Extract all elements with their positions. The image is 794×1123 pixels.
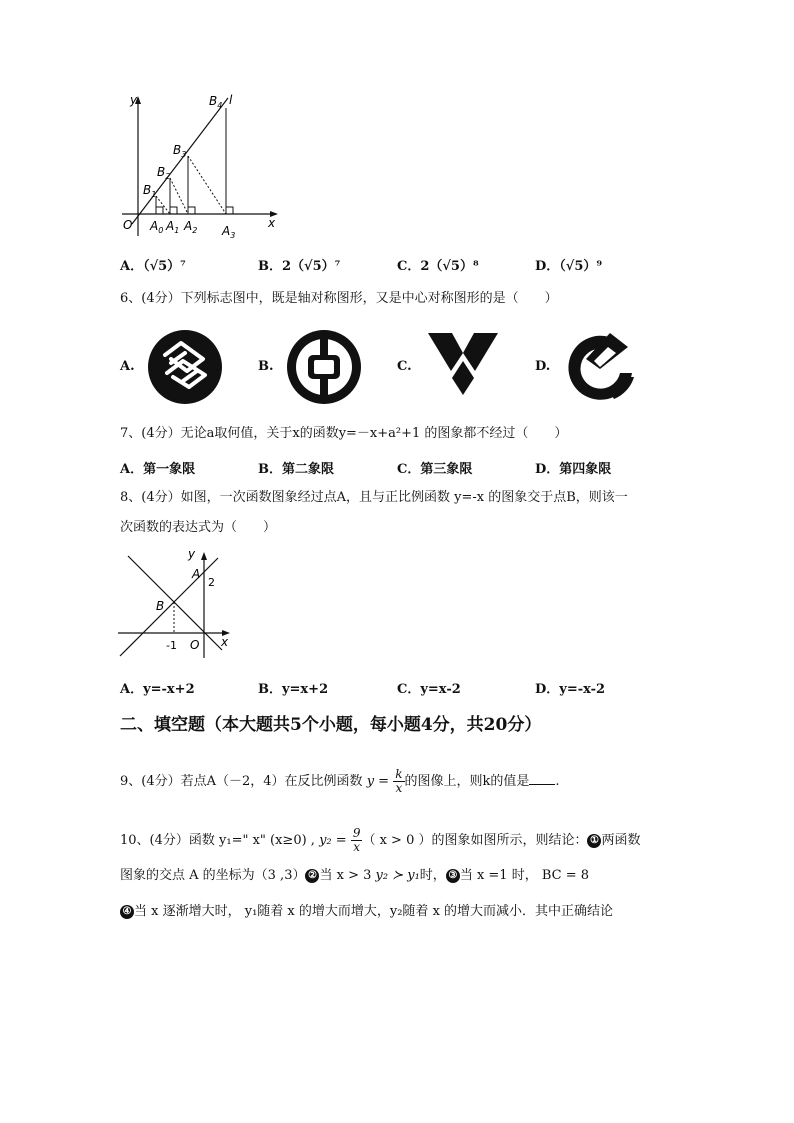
fig8-origin-label: O (190, 638, 200, 652)
fig5-a1-label: $A_1$ (166, 219, 180, 235)
fig8-label-neg1: -1 (166, 639, 177, 652)
fig5-a0-label: $A_0$ (150, 219, 164, 235)
q7-option-c[interactable]: C．第三象限 (397, 462, 473, 477)
fig5-b3-label: $B_3$ (173, 143, 187, 159)
q8-option-c[interactable]: C．y=x-2 (397, 682, 461, 697)
fig8-point-b: B (156, 599, 165, 613)
fig8-point-a: A (192, 567, 201, 581)
linear-function-figure (118, 546, 238, 660)
q10-circle-4: ④ (120, 905, 134, 919)
q7-option-b[interactable]: B．第二象限 (258, 462, 334, 477)
q6-option-d[interactable]: D. (535, 359, 551, 374)
q10-circle-1: ① (587, 834, 601, 848)
q6-option-b[interactable]: B. (258, 359, 274, 374)
q7-option-d[interactable]: D．第四象限 (535, 462, 612, 477)
q5-option-b[interactable]: B．2（√5）⁷ (258, 259, 341, 274)
q10-line2: 图象的交点 A 的坐标为（3 ,3） ② 当 x > 3 y₂ ≻ y₁时， ③ 当 x =1 时， BC = 8 (120, 868, 590, 883)
triangle-logo-icon[interactable] (426, 331, 500, 397)
q10-line3: ④ 当 x 逐渐增大时， y₁随着 x 的增大而增大，y₂随着 x 的增大而减小．其中正确结论 (120, 904, 613, 920)
fig5-y-label: y (130, 93, 138, 107)
fig5-b2-label: $B_2$ (157, 165, 171, 181)
q7-option-a[interactable]: A．第一象限 (120, 462, 196, 477)
q10-circle-3: ③ (446, 869, 460, 883)
q5-option-c[interactable]: C．2（√5）⁸ (397, 259, 479, 274)
fig5-b1-label: $B_1$ (143, 183, 157, 199)
q9-stem: 9、(4分）若点A（－2，4）在反比例函数 y = $\frac{k}{x}$ 的图像上，则k的值是 . (120, 767, 560, 795)
fig5-line-label: l (229, 93, 233, 107)
fig5-x-label: x (268, 216, 276, 230)
q10-line1: 10、(4分）函数 y₁=" x" (x≥0) , y₂ = $\frac{9}{x}$ （ x > 0 ）的图象如图所示，则结论： ① 两函数 (120, 826, 641, 854)
fig5-origin-label: O (123, 218, 133, 232)
china-mobile-logo-icon[interactable] (147, 329, 223, 405)
q8-stem-line2: 次函数的表达式为（ ） (120, 520, 277, 535)
q6-option-c[interactable]: C. (397, 359, 412, 374)
q9-answer-blank[interactable] (529, 772, 555, 785)
fig5-a3-label: $A_3$ (222, 224, 236, 240)
q8-option-d[interactable]: D．y=-x-2 (535, 682, 606, 697)
fig8-x-label: x (221, 635, 229, 649)
staircase-figure (118, 90, 290, 240)
q8-option-b[interactable]: B．y=x+2 (258, 682, 329, 697)
fig8-y-label: y (188, 547, 196, 561)
q8-option-a[interactable]: A．y=-x+2 (120, 682, 195, 697)
q5-option-d[interactable]: D．（√5）⁹ (535, 259, 603, 274)
q9-fraction: $\frac{k}{x}$ (395, 767, 403, 795)
fig5-b4-label: $B_4$ (209, 94, 223, 110)
bank-of-china-logo-icon[interactable] (286, 329, 362, 405)
q7-stem: 7、(4分）无论a取何值，关于x的函数y=－x+a²+1 的图象都不经过（ ） (120, 426, 568, 441)
fig5-a2-label: $A_2$ (184, 219, 198, 235)
q6-option-a[interactable]: A. (120, 359, 135, 374)
q10-fraction: $\frac{9}{x}$ (352, 826, 361, 854)
construction-bank-logo-icon[interactable] (562, 329, 636, 403)
q8-stem-line1: 8、(4分）如图，一次函数图象经过点A，且与正比例函数 y=-x 的图象交于点B，则该一 (120, 490, 628, 505)
section-heading: 二、填空题（本大题共5个小题，每小题4分，共20分） (120, 715, 542, 735)
q6-stem: 6、(4分）下列标志图中，既是轴对称图形，又是中心对称图形的是（ ） (120, 291, 558, 306)
fig8-label-2: 2 (208, 576, 215, 589)
q5-option-a[interactable]: A．（√5）⁷ (120, 259, 186, 274)
q10-circle-2: ② (305, 869, 319, 883)
